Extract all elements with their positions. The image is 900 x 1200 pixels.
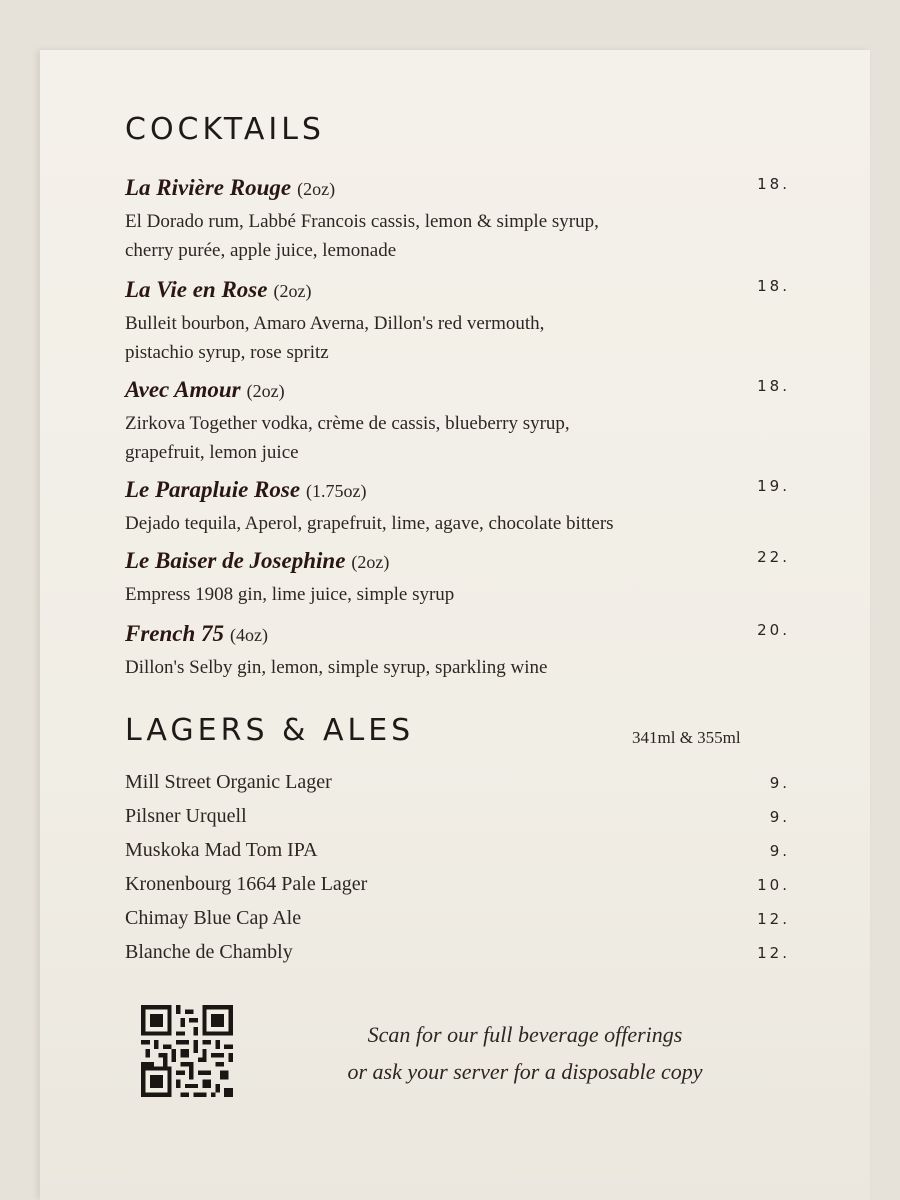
item-description <box>125 409 790 467</box>
item-size: (2oz) <box>297 179 336 199</box>
item-name: French 75 <box>125 621 225 646</box>
beer-item <box>125 805 790 828</box>
beer-sizes: 341ml & 355ml <box>632 728 741 747</box>
item-price: 19. <box>757 477 790 495</box>
item-size: (2oz) <box>273 281 312 301</box>
item-size: (2oz) <box>246 381 285 401</box>
item-price: 22. <box>757 548 790 566</box>
footer-note <box>290 1016 760 1090</box>
beer-price: 9. <box>769 774 790 792</box>
menu-item <box>125 621 790 682</box>
cocktails-heading: COCKTAILS <box>125 112 325 147</box>
beer-item <box>125 941 790 964</box>
desc-line: cherry purée, apple juice, lemonade <box>125 240 397 261</box>
item-size: (2oz) <box>351 552 390 572</box>
menu-item <box>125 277 790 367</box>
beer-item <box>125 771 790 794</box>
beer-name: Pilsner Urquell <box>125 805 247 827</box>
menu-item <box>125 175 790 265</box>
beer-item <box>125 839 790 862</box>
item-name: Avec Amour <box>125 377 241 402</box>
item-price: 20. <box>757 621 790 639</box>
beer-price: 12. <box>757 910 790 928</box>
beer-price: 10. <box>757 876 790 894</box>
item-description <box>125 509 790 538</box>
menu-item <box>125 548 790 609</box>
menu-item <box>125 377 790 467</box>
item-description <box>125 580 790 609</box>
desc-line: grapefruit, lemon juice <box>125 442 299 463</box>
item-size: (4oz) <box>230 625 269 645</box>
item-name: Le Parapluie Rose <box>125 477 301 502</box>
item-price: 18. <box>757 175 790 193</box>
beer-item <box>125 907 790 930</box>
beer-item <box>125 873 790 896</box>
item-size: (1.75oz) <box>306 481 367 501</box>
lagers-heading: LAGERS & ALES <box>125 713 415 748</box>
item-price: 18. <box>757 277 790 295</box>
desc-line: Empress 1908 gin, lime juice, simple syrup <box>125 584 455 605</box>
desc-line: Dejado tequila, Aperol, grapefruit, lime, agave, chocolate bitters <box>125 513 614 534</box>
qr-code-icon[interactable] <box>140 1005 234 1097</box>
beer-name: Mill Street Organic Lager <box>125 771 332 793</box>
beer-price: 9. <box>769 808 790 826</box>
item-price: 18. <box>757 377 790 395</box>
footer-line: or ask your server for a disposable copy <box>347 1059 703 1084</box>
item-name: La Rivière Rouge <box>125 175 292 200</box>
item-description <box>125 653 790 682</box>
beer-name: Kronenbourg 1664 Pale Lager <box>125 873 368 895</box>
beer-name: Muskoka Mad Tom IPA <box>125 839 318 861</box>
desc-line: Dillon's Selby gin, lemon, simple syrup, sparkling wine <box>125 657 548 678</box>
item-description <box>125 207 790 265</box>
desc-line: Bulleit bourbon, Amaro Averna, Dillon's red vermouth, <box>125 313 545 334</box>
desc-line: Zirkova Together vodka, crème de cassis, blueberry syrup, <box>125 413 570 434</box>
beer-price: 9. <box>769 842 790 860</box>
footer-line: Scan for our full beverage offerings <box>367 1022 683 1047</box>
item-name: La Vie en Rose <box>125 277 268 302</box>
desc-line: El Dorado rum, Labbé Francois cassis, lemon & simple syrup, <box>125 211 599 232</box>
beer-name: Chimay Blue Cap Ale <box>125 907 302 929</box>
item-name: Le Baiser de Josephine <box>125 548 346 573</box>
beer-name: Blanche de Chambly <box>125 941 293 963</box>
beer-price: 12. <box>757 944 790 962</box>
item-description <box>125 309 790 367</box>
desc-line: pistachio syrup, rose spritz <box>125 342 329 363</box>
menu-item <box>125 477 790 538</box>
